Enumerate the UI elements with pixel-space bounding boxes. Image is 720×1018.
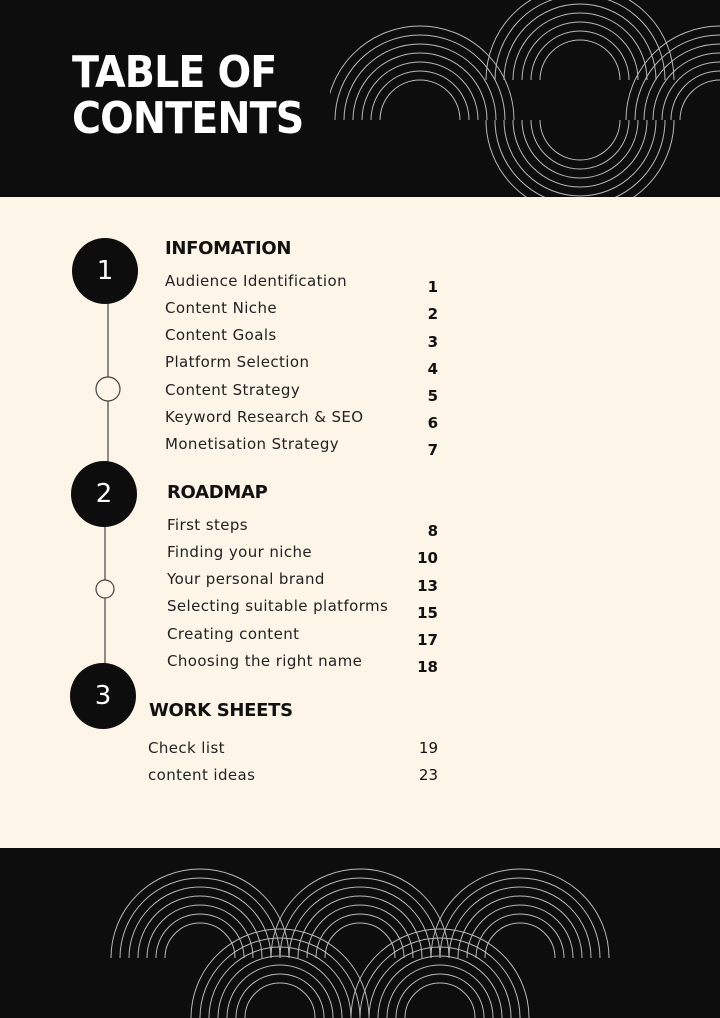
- header-band: [0, 0, 720, 197]
- toc-entry[interactable]: [0, 739, 720, 763]
- entry-page: 4: [427, 360, 438, 378]
- entry-label: content ideas: [148, 766, 256, 784]
- toc-entry[interactable]: [0, 597, 720, 621]
- arc-stroke: [540, 40, 620, 80]
- section-number-1: 1: [72, 238, 138, 304]
- entry-label: Content Goals: [165, 326, 277, 344]
- arc-stroke: [245, 983, 315, 1018]
- entry-label: Content Niche: [165, 299, 277, 317]
- arc-stroke: [405, 983, 475, 1018]
- toc-entry[interactable]: [0, 543, 720, 567]
- arc-stroke: [680, 80, 720, 120]
- entry-label: Selecting suitable platforms: [167, 597, 389, 615]
- toc-entry[interactable]: [0, 353, 720, 377]
- toc-entry[interactable]: [0, 272, 720, 296]
- arc-stroke: [156, 914, 244, 958]
- arc-stroke: [504, 120, 656, 196]
- toc-entry[interactable]: [0, 299, 720, 323]
- entry-page: 8: [427, 522, 438, 540]
- arc-stroke: [387, 965, 493, 1018]
- arc-stroke: [671, 71, 720, 120]
- arc-stroke: [540, 120, 620, 160]
- entry-page: 3: [427, 333, 438, 351]
- entry-page: 15: [417, 604, 438, 622]
- entry-page: 5: [427, 387, 438, 405]
- toc-entry[interactable]: [0, 435, 720, 459]
- entry-label: Finding your niche: [167, 543, 313, 561]
- toc-entry[interactable]: [0, 326, 720, 350]
- toc-entry[interactable]: [0, 625, 720, 649]
- arc-stroke: [396, 974, 484, 1018]
- section-number-2: 2: [71, 461, 137, 527]
- page-title: [72, 47, 304, 144]
- arc-stroke: [476, 914, 564, 958]
- entry-label: Platform Selection: [165, 353, 310, 371]
- arc-stroke: [344, 44, 496, 120]
- arc-stroke: [504, 4, 656, 80]
- entry-label: Audience Identification: [165, 272, 347, 290]
- title-line-2: CONTENTS: [72, 93, 304, 144]
- arc-stroke: [495, 120, 665, 197]
- arc-stroke: [531, 120, 629, 169]
- entry-label: Choosing the right name: [167, 652, 363, 670]
- arc-stroke: [440, 878, 600, 958]
- section-title-1: INFOMATION: [165, 238, 292, 259]
- arc-stroke: [485, 923, 555, 958]
- entry-page: 18: [417, 658, 438, 676]
- entry-page: 7: [427, 441, 438, 459]
- toc-entry[interactable]: [0, 766, 720, 790]
- entry-page: 13: [417, 577, 438, 595]
- entry-page: 17: [417, 631, 438, 649]
- section-title-3: WORK SHEETS: [149, 700, 293, 721]
- footer-arc-pattern: [110, 848, 610, 1018]
- footer-band: [0, 848, 720, 1018]
- entry-label: Monetisation Strategy: [165, 435, 340, 453]
- arc-stroke: [227, 965, 333, 1018]
- entry-label: Check list: [148, 739, 225, 757]
- entry-page: 23: [418, 766, 438, 784]
- entry-page: 19: [418, 739, 438, 757]
- entry-label: Your personal brand: [167, 570, 325, 588]
- header-arc-pattern: [330, 0, 720, 197]
- entry-page: 10: [417, 549, 438, 567]
- toc-entry[interactable]: [0, 570, 720, 594]
- arc-stroke: [325, 923, 395, 958]
- arc-stroke: [531, 31, 629, 80]
- entry-label: Keyword Research & SEO: [165, 408, 364, 426]
- title-line-1: TABLE OF: [72, 47, 277, 98]
- toc-entry[interactable]: [0, 652, 720, 676]
- entry-page: 1: [427, 278, 438, 296]
- section-title-2: ROADMAP: [167, 482, 268, 503]
- toc-entry[interactable]: [0, 408, 720, 432]
- arc-stroke: [635, 35, 720, 120]
- entry-page: 6: [427, 414, 438, 432]
- arc-stroke: [316, 914, 404, 958]
- arc-stroke: [662, 62, 720, 120]
- arc-stroke: [380, 80, 460, 120]
- arc-stroke: [165, 923, 235, 958]
- entry-label: Content Strategy: [165, 381, 301, 399]
- toc-entry[interactable]: [0, 381, 720, 405]
- arc-stroke: [371, 71, 469, 120]
- arc-stroke: [120, 878, 280, 958]
- arc-stroke: [236, 974, 324, 1018]
- entry-label: Creating content: [167, 625, 300, 643]
- entry-label: First steps: [167, 516, 248, 534]
- toc-entry[interactable]: [0, 516, 720, 540]
- arc-stroke: [280, 878, 440, 958]
- entry-page: 2: [427, 305, 438, 323]
- section-number-3: 3: [70, 663, 136, 729]
